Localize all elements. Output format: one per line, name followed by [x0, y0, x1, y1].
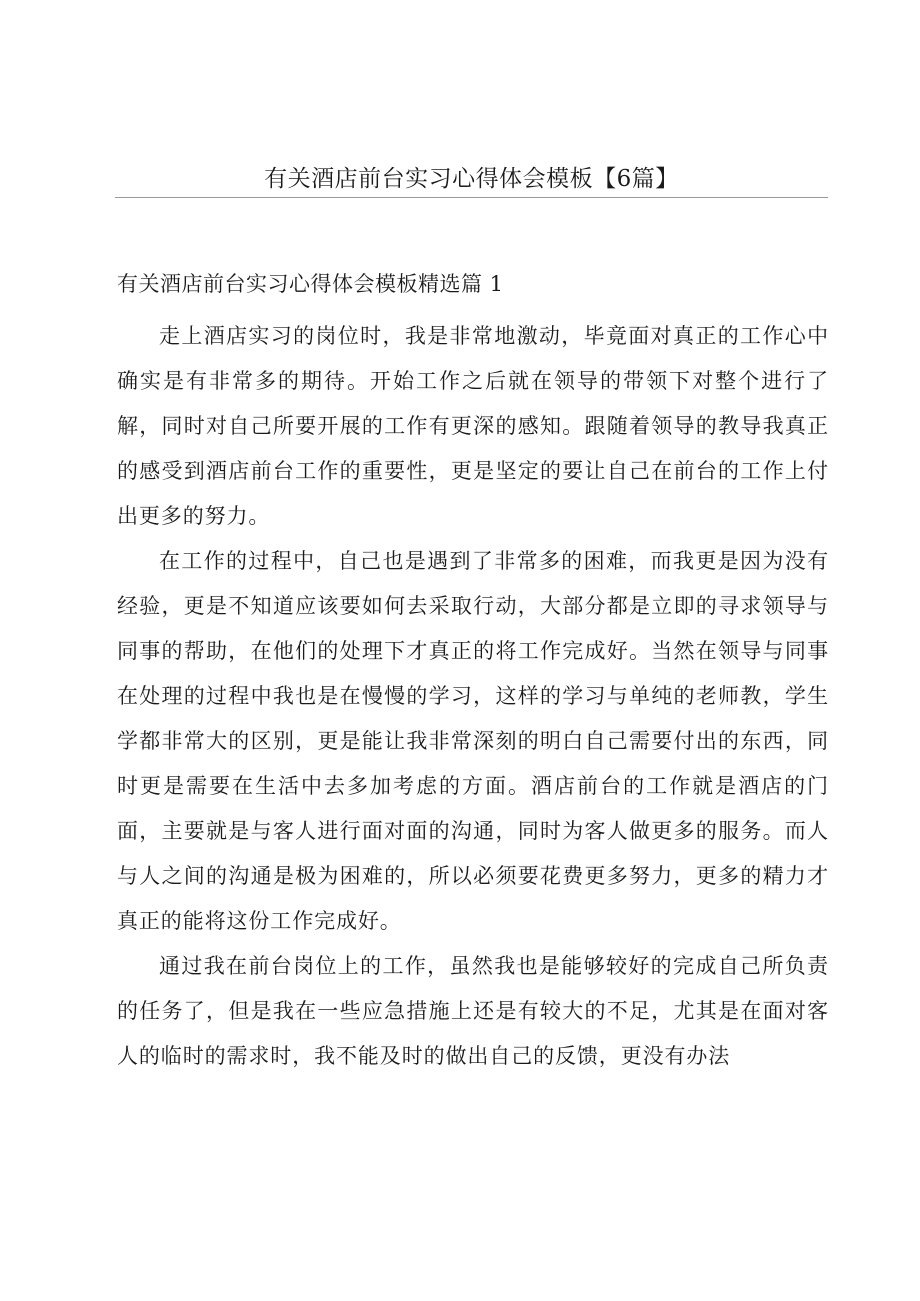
section-heading: 有关酒店前台实习心得体会模板精选篇 1: [117, 272, 504, 296]
paragraph-2: 在工作的过程中，自己也是遇到了非常多的困难，而我更是因为没有经验，更是不知道应该要如何去采取行动，大部分都是立即的寻求领导与同事的帮助，在他们的处理下才真正的将工作完成好。当然在领导与同事在处理的过程中我也是在慢慢的学习，这样的学习与单纯的老师教，学生学都非常大的区别，更是能让我非常深刻的明白自己需要付出的东西，同时更是需要在生活中去多加考虑的方面。酒店前台的工作就是酒店的门面，主要就是与客人进行面对面的沟通，同时为客人做更多的服务。而人与人之间的沟通是极为困难的，所以必须要花费更多努力，更多的精力才真正的能将这份工作完成好。: [117, 549, 829, 933]
paragraph-3: 通过我在前台岗位上的工作，虽然我也是能够较好的完成自己所负责的任务了，但是我在一些应急措施上还是有较大的不足，尤其是在面对客人的临时的需求时，我不能及时的做出自己的反馈，更没有办法: [117, 954, 829, 1068]
title-underline: [115, 197, 828, 198]
document-body: [117, 314, 829, 1079]
document-title: 有关酒店前台实习心得体会模板【6篇】: [264, 166, 679, 192]
paragraph-1: 走上酒店实习的岗位时，我是非常地激动，毕竟面对真正的工作心中确实是有非常多的期待。开始工作之后就在领导的带领下对整个进行了解，同时对自己所要开展的工作有更深的感知。跟随着领导的教导我真正的感受到酒店前台工作的重要性，更是坚定的要让自己在前台的工作上付出更多的努力。: [117, 324, 829, 528]
